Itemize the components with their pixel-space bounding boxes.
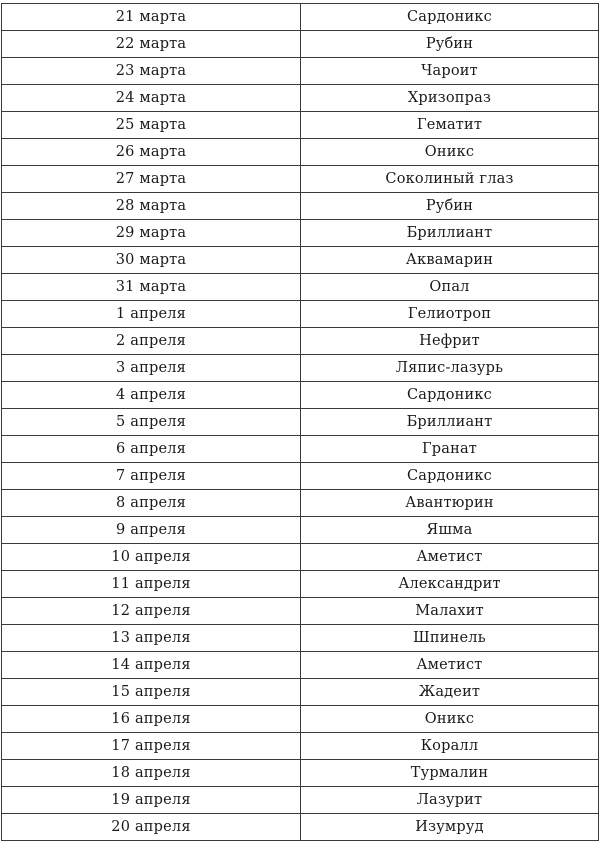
date-cell: 12 апреля: [2, 598, 301, 625]
date-cell: 30 марта: [2, 247, 301, 274]
stone-cell: Жадеит: [301, 679, 599, 706]
date-cell: 29 марта: [2, 220, 301, 247]
table-row: [2, 409, 599, 436]
date-cell: 3 апреля: [2, 355, 301, 382]
stone-cell: Аметист: [301, 544, 599, 571]
table-row: [2, 787, 599, 814]
stone-cell: Сардоникс: [301, 4, 599, 31]
stone-cell: Шпинель: [301, 625, 599, 652]
date-cell: 1 апреля: [2, 301, 301, 328]
table-row: [2, 4, 599, 31]
date-cell: 8 апреля: [2, 490, 301, 517]
stone-cell: Лазурит: [301, 787, 599, 814]
stone-cell: Гематит: [301, 112, 599, 139]
stone-cell: Опал: [301, 274, 599, 301]
table-row: [2, 463, 599, 490]
date-cell: 5 апреля: [2, 409, 301, 436]
stone-cell: Чароит: [301, 58, 599, 85]
stone-cell: Бриллиант: [301, 220, 599, 247]
table-row: [2, 733, 599, 760]
table-row: [2, 490, 599, 517]
date-cell: 2 апреля: [2, 328, 301, 355]
date-cell: 22 марта: [2, 31, 301, 58]
stone-cell: Яшма: [301, 517, 599, 544]
table-row: [2, 274, 599, 301]
date-cell: 23 марта: [2, 58, 301, 85]
date-cell: 6 апреля: [2, 436, 301, 463]
date-cell: 24 марта: [2, 85, 301, 112]
table-row: [2, 112, 599, 139]
date-cell: 21 марта: [2, 4, 301, 31]
stone-cell: Бриллиант: [301, 409, 599, 436]
stone-cell: Аметист: [301, 652, 599, 679]
stone-cell: Гелиотроп: [301, 301, 599, 328]
table-row: [2, 598, 599, 625]
table-row: [2, 652, 599, 679]
date-cell: 14 апреля: [2, 652, 301, 679]
stone-cell: Рубин: [301, 31, 599, 58]
date-cell: 4 апреля: [2, 382, 301, 409]
table-row: [2, 58, 599, 85]
date-cell: 27 марта: [2, 166, 301, 193]
stone-cell: Авантюрин: [301, 490, 599, 517]
table-row: [2, 382, 599, 409]
date-cell: 11 апреля: [2, 571, 301, 598]
table-row: [2, 625, 599, 652]
table-body: [2, 4, 599, 841]
stone-cell: Изумруд: [301, 814, 599, 841]
date-cell: 15 апреля: [2, 679, 301, 706]
date-cell: 7 апреля: [2, 463, 301, 490]
birthstone-table: [1, 3, 599, 841]
date-cell: 18 апреля: [2, 760, 301, 787]
table-row: [2, 193, 599, 220]
table-row: [2, 814, 599, 841]
table-row: [2, 247, 599, 274]
table-row: [2, 85, 599, 112]
table-row: [2, 301, 599, 328]
table-row: [2, 355, 599, 382]
stone-cell: Гранат: [301, 436, 599, 463]
table-row: [2, 436, 599, 463]
date-cell: 10 апреля: [2, 544, 301, 571]
date-cell: 31 марта: [2, 274, 301, 301]
date-cell: 20 апреля: [2, 814, 301, 841]
date-cell: 9 апреля: [2, 517, 301, 544]
stone-cell: Нефрит: [301, 328, 599, 355]
table-row: [2, 517, 599, 544]
stone-cell: Оникс: [301, 139, 599, 166]
table-row: [2, 139, 599, 166]
table-row: [2, 679, 599, 706]
stone-cell: Александрит: [301, 571, 599, 598]
stone-cell: Сардоникс: [301, 382, 599, 409]
table-row: [2, 544, 599, 571]
table-row: [2, 328, 599, 355]
stone-cell: Аквамарин: [301, 247, 599, 274]
stone-cell: Коралл: [301, 733, 599, 760]
stone-cell: Хризопраз: [301, 85, 599, 112]
table-row: [2, 31, 599, 58]
table-row: [2, 706, 599, 733]
stone-cell: Ляпис-лазурь: [301, 355, 599, 382]
stone-cell: Оникс: [301, 706, 599, 733]
stone-cell: Рубин: [301, 193, 599, 220]
table-row: [2, 166, 599, 193]
date-cell: 19 апреля: [2, 787, 301, 814]
stone-cell: Малахит: [301, 598, 599, 625]
date-cell: 28 марта: [2, 193, 301, 220]
date-cell: 26 марта: [2, 139, 301, 166]
stone-cell: Сардоникс: [301, 463, 599, 490]
date-cell: 25 марта: [2, 112, 301, 139]
stone-cell: Турмалин: [301, 760, 599, 787]
date-cell: 16 апреля: [2, 706, 301, 733]
date-cell: 17 апреля: [2, 733, 301, 760]
stone-cell: Соколиный глаз: [301, 166, 599, 193]
table-row: [2, 760, 599, 787]
table-row: [2, 571, 599, 598]
date-cell: 13 апреля: [2, 625, 301, 652]
table-row: [2, 220, 599, 247]
